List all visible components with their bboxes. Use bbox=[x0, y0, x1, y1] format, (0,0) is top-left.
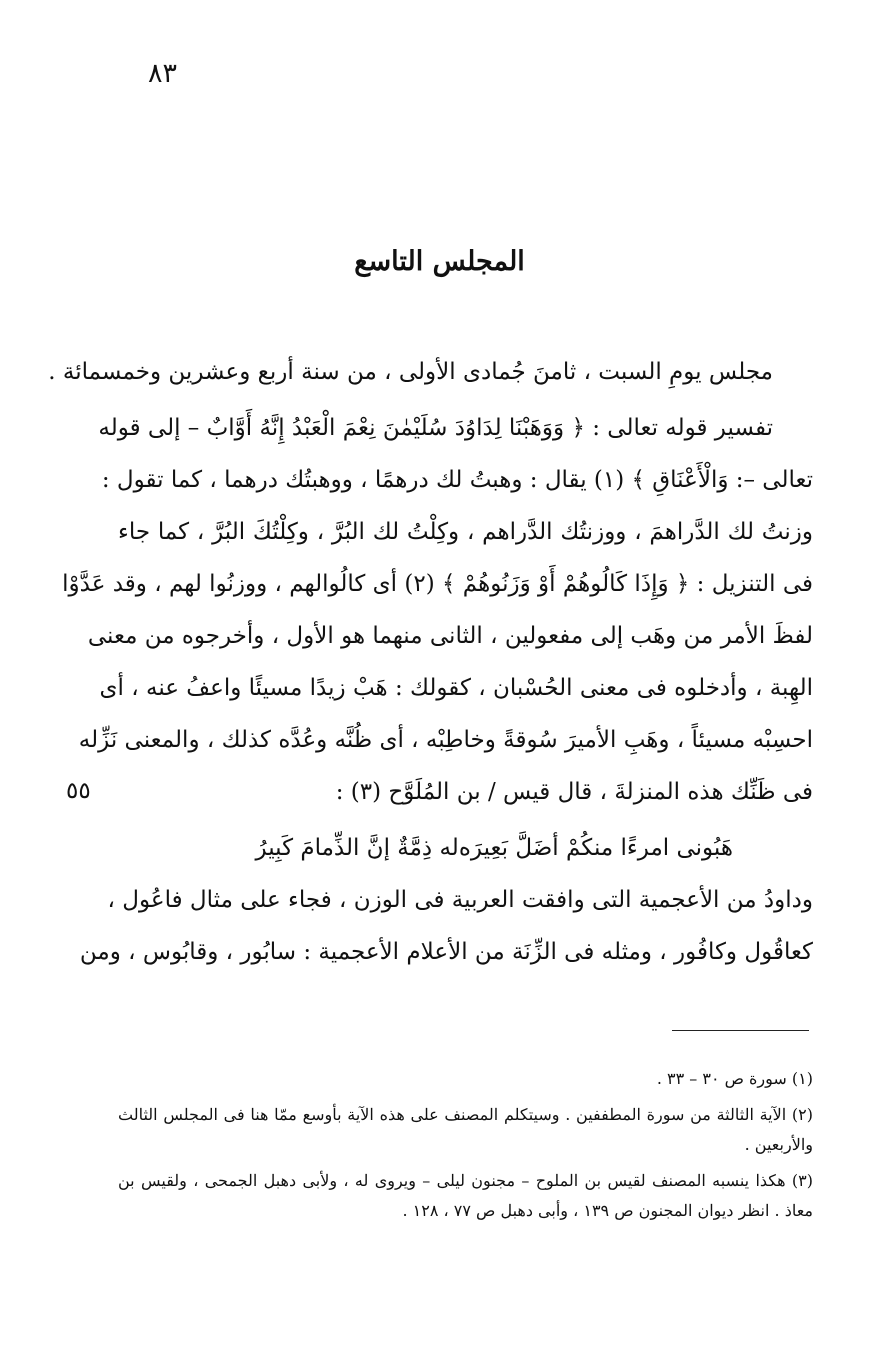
text-line: احسِبْه مسيئاً ، وهَبِ الأميرَ سُوقةً وخاطِبْه ، أى ظُنَّه وعُدَّه كذلك ، والمعنى نَزِّله bbox=[78, 727, 813, 753]
footnotes bbox=[118, 1064, 813, 1232]
text-line: لفظَ الأمر من وهَب إلى مفعولين ، الثانى منهما هو الأول ، وأخرجوه من معنى bbox=[87, 623, 813, 649]
footnote-line: (١) سورة ص ٣٠ – ٣٣ . bbox=[656, 1069, 813, 1088]
footnote-2 bbox=[118, 1100, 813, 1160]
closing-paragraph bbox=[79, 874, 813, 978]
verse-second-hemistich: له ذِمَّةٌ إنَّ الذِّمامَ كَبِيرُ bbox=[255, 835, 459, 861]
page-number: ٨٣ bbox=[148, 58, 178, 89]
intro-paragraph bbox=[48, 346, 813, 398]
chapter-title: المجلس التاسع bbox=[354, 246, 525, 277]
intro-line: مجلس يومِ السبت ، ثامنَ جُمادى الأولى ، من سنة أربع وعشرين وخمسمائة . bbox=[48, 359, 773, 385]
verse bbox=[118, 822, 813, 874]
footnote-separator bbox=[672, 1030, 809, 1031]
footnote-1 bbox=[118, 1064, 813, 1094]
text-line: وداودُ من الأعجمية التى وافقت العربية فى الوزن ، فجاء على مثال فاعُول ، bbox=[107, 887, 813, 913]
footnote-line: والأربعين . bbox=[744, 1135, 813, 1154]
text-line: فى التنزيل : ﴿ وَإِذَا كَالُوهُمْ أَوْ وَزَنُوهُمْ ﴾ (٢) أى كالُوالهم ، ووزنُوا لهم ، وقد عَدَّوْا bbox=[62, 571, 813, 597]
footnote-line: (٣) هكذا ينسبه المصنف لقيس بن الملوح – مجنون ليلى – ويروى له ، ولأبى دهبل الجمحى ، ولقيس بن bbox=[118, 1171, 813, 1190]
text-line: وزنتُ لك الدَّراهمَ ، ووزنتُك الدَّراهم ، وكِلْتُ لك البُرَّ ، وكِلْتُكَ البُرَّ ، كما جاء bbox=[118, 519, 813, 545]
footnote-line: معاذ . انظر ديوان المجنون ص ١٣٩ ، وأبى دهبل ص ٧٧ ، ١٢٨ . bbox=[402, 1201, 813, 1220]
text-line: فى ظَنِّك هذه المنزلةَ ، قال قيس / بن المُلَوَّح (٣) : bbox=[335, 779, 813, 805]
text-line: الهِبة ، وأدخلوه فى معنى الحُسْبان ، كقولك : هَبْ زيدًا مسيئًا واعفُ عنه ، أى bbox=[99, 675, 813, 701]
text-line: تفسير قوله تعالى : ﴿ وَوَهَبْنَا لِدَاوُدَ سُلَيْمٰنَ نِعْمَ الْعَبْدُ إِنَّهُ أَوَّابٌ – إلى قوله bbox=[98, 415, 773, 441]
margin-reference-number: ٥٥ bbox=[66, 778, 91, 804]
footnote-3 bbox=[118, 1166, 813, 1226]
text-line: كعاقُول وكافُور ، ومثله فى الزِّنَة من الأعلام الأعجمية : سابُور ، وقابُوس ، ومن bbox=[79, 939, 813, 965]
footnote-line: (٢) الآية الثالثة من سورة المطففين . وسيتكلم المصنف على هذه الآية بأوسع ممّا هنا فى المجلس الثالث bbox=[118, 1105, 813, 1124]
text-line: تعالى –: وَالْأَعْنَاقِ ﴾ (١) يقال : وهبتُ لك درهمًا ، ووهبتُك درهما ، كما تقول : bbox=[101, 467, 813, 493]
verse-line bbox=[118, 822, 813, 874]
verse-first-hemistich: هَبُونى امرءًا منكُمْ أضَلَّ بَعِيرَه bbox=[458, 835, 733, 861]
